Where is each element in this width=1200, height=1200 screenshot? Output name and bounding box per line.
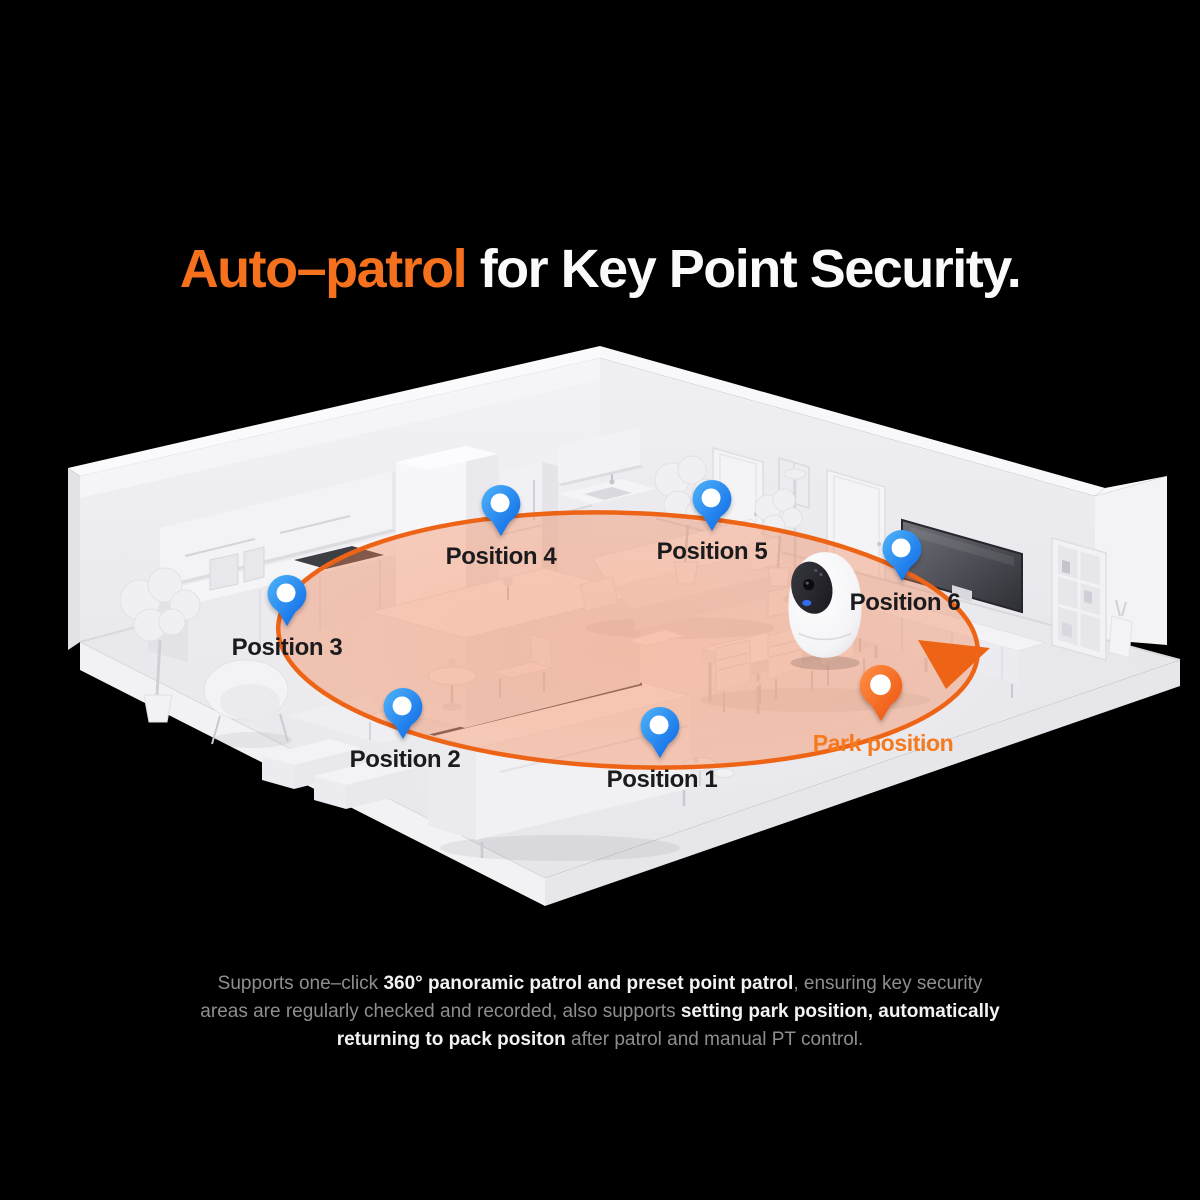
caption-segment: , ensuring key security xyxy=(793,973,983,994)
title-highlight: Auto–patrol xyxy=(179,239,467,299)
location-pin-icon xyxy=(382,687,424,740)
caption-segment: setting park position, automatically xyxy=(680,1001,1000,1022)
caption-segment: after patrol and manual PT control. xyxy=(565,1029,864,1050)
marker-label: Position 1 xyxy=(606,766,718,793)
small-appliance xyxy=(210,554,238,590)
small-appliance xyxy=(244,547,264,582)
location-pin-icon xyxy=(881,529,923,582)
caption-segment: Supports one–click xyxy=(217,973,384,994)
marker-position-5 xyxy=(691,479,733,537)
marker-label: Position 6 xyxy=(849,589,961,616)
marker-position-1 xyxy=(639,706,681,764)
caption-line xyxy=(120,970,1080,998)
location-pin-icon xyxy=(691,479,733,532)
marker-label: Position 4 xyxy=(445,543,557,570)
caption-line xyxy=(120,998,1080,1026)
camera-logo xyxy=(802,600,811,606)
caption-segment: areas are regularly checked and recorded, also supports xyxy=(200,1001,681,1022)
marker-label: Position 2 xyxy=(349,746,461,773)
caption-line xyxy=(120,1026,1080,1054)
marker-position-3 xyxy=(266,574,308,632)
marker-park-position xyxy=(858,664,904,727)
location-pin-icon xyxy=(266,574,308,627)
caption-segment: returning to pack positon xyxy=(336,1029,566,1050)
location-pin-icon xyxy=(858,664,904,722)
marker-label: Position 3 xyxy=(231,634,343,661)
title-rest: for Key Point Security. xyxy=(466,239,1021,299)
location-pin-icon xyxy=(639,706,681,759)
marker-position-4 xyxy=(480,484,522,542)
marker-label: Position 5 xyxy=(656,538,768,565)
bookshelf xyxy=(1052,538,1106,660)
caption xyxy=(120,970,1080,1054)
marker-position-6 xyxy=(881,529,923,587)
caption-segment: 360° panoramic patrol and preset point patrol xyxy=(383,973,794,994)
marker-position-2 xyxy=(382,687,424,745)
camera-lens xyxy=(803,579,814,590)
location-pin-icon xyxy=(480,484,522,537)
marker-label-park: Park position xyxy=(812,730,954,756)
